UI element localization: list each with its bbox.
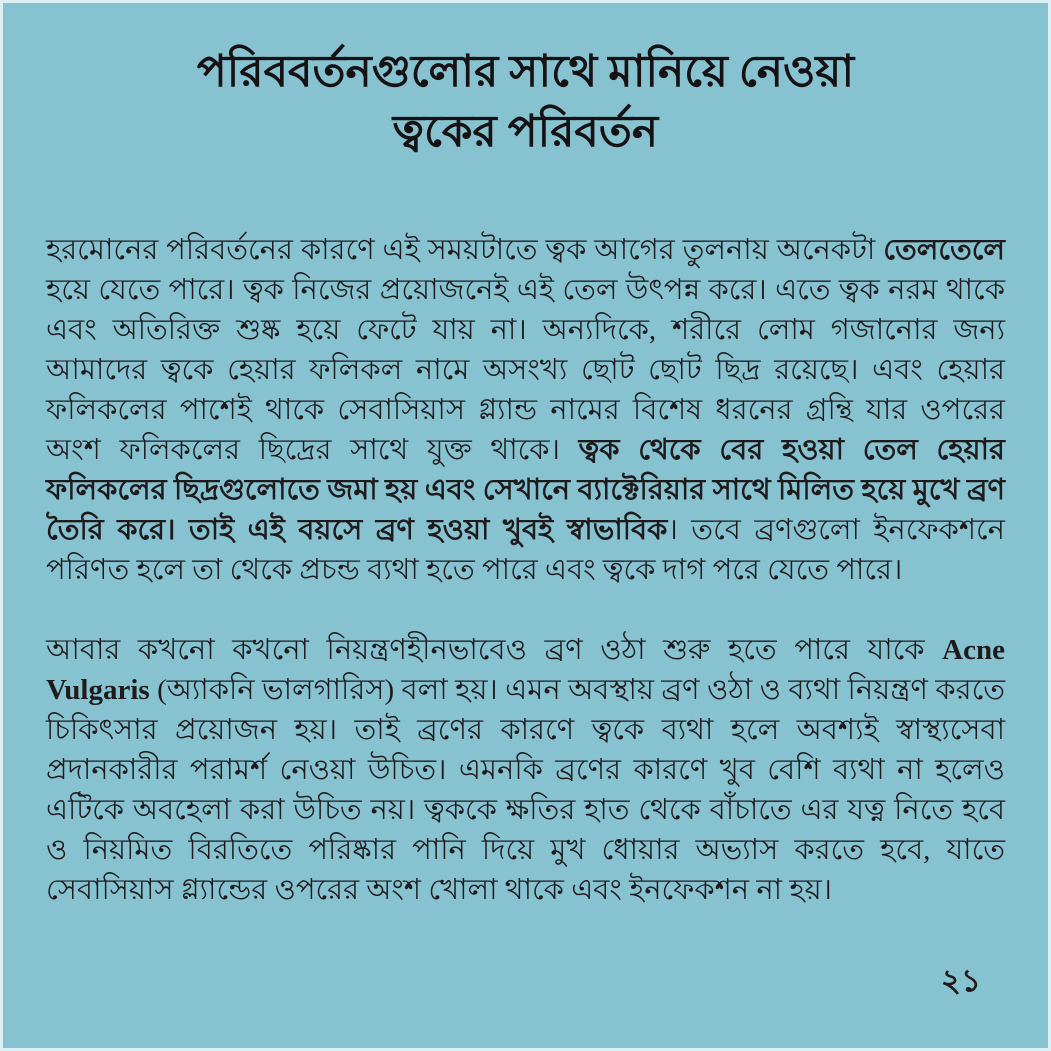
page-title-line-2: ত্বকের পরিবর্তন — [392, 107, 659, 156]
text-run: ত্বক থেকে বের হওয়া তেল হেয়ার ফলিকলের ছিদ্রগুলোতে জমা হয় এবং সেখানে ব্যাক্টেরিয়ার সাথে মিলিত হয়ে মুখে ব্রণ তৈরি করে। তাই এই বয়সে ব্রণ হওয়া খুবই স্বাভাবিক — [46, 434, 1005, 546]
page-title-line-1: পরিববর্তনগুলোর সাথে মানিয়ে নেওয়া — [196, 47, 855, 96]
page-title — [0, 0, 1051, 162]
text-run: (অ্যাকনি ভালগারিস) বলা হয়। এমন অবস্থায় ব্রণ ওঠা ও ব্যথা নিয়ন্ত্রণ করতে চিকিৎসার প্রয়োজন হয়। তাই ব্রণের কারণে ত্বকে ব্যথা হলে অবশ্যই স্বাস্থ্যসেবা প্রদানকারীর পরামর্শ নেওয়া উচিত। এমনকি ব্রণের কারণে খুব বেশি ব্যথা না হলেও এটিকে অবহেলা করা উচিত নয়। ত্বককে ক্ষতির হাত থেকে বাঁচাতে এর যত্ন নিতে হবে ও নিয়মিত বিরতিতে পরিষ্কার পানি দিয়ে মুখ ধোয়ার অভ্যাস করতে হবে, যাতে সেবাসিয়াস গ্ল্যান্ডের ওপরের অংশ খোলা থাকে এবং ইনফেকশন না হয়। — [46, 674, 1005, 906]
text-run: । তবে ব্রণগুলো ইনফেকশনে পরিণত হলে তা থেকে প্রচন্ড ব্যথা হতে পারে এবং ত্বকে দাগ পরে যেতে পারে। — [46, 514, 1005, 586]
text-run: তেলতেলে — [883, 234, 1005, 266]
paragraph-acne-vulgaris — [46, 630, 1005, 910]
text-run: Acne Vulgaris — [46, 634, 1005, 706]
text-run: আবার কখনো কখনো নিয়ন্ত্রণহীনভাবেও ব্রণ ওঠা শুরু হতে পারে যাকে — [46, 634, 943, 666]
body-text — [0, 230, 1051, 910]
paragraph-skin-oil — [46, 230, 1005, 590]
text-run: হরমোনের পরিবর্তনের কারণে এই সময়টাতে ত্বক আগের তুলনায় অনেকটা — [46, 234, 884, 266]
text-run: হয়ে যেতে পারে। ত্বক নিজের প্রয়োজনেই এই তেল উৎপন্ন করে। এতে ত্বক নরম থাকে এবং অতিরিক্ত শুষ্ক হয়ে ফেটে যায় না। অন্যদিকে, শরীরে লোম গজানোর জন্য আমাদের ত্বকে হেয়ার ফলিকল নামে অসংখ্য ছোট ছোট ছিদ্র রয়েছে। এবং হেয়ার ফলিকলের পাশেই থাকে সেবাসিয়াস গ্ল্যান্ড নামের বিশেষ ধরনের গ্রন্থি যার ওপরের অংশ ফলিকলের ছিদ্রের সাথে যুক্ত থাকে। — [46, 274, 1005, 466]
page-number: ২১ — [940, 963, 981, 998]
